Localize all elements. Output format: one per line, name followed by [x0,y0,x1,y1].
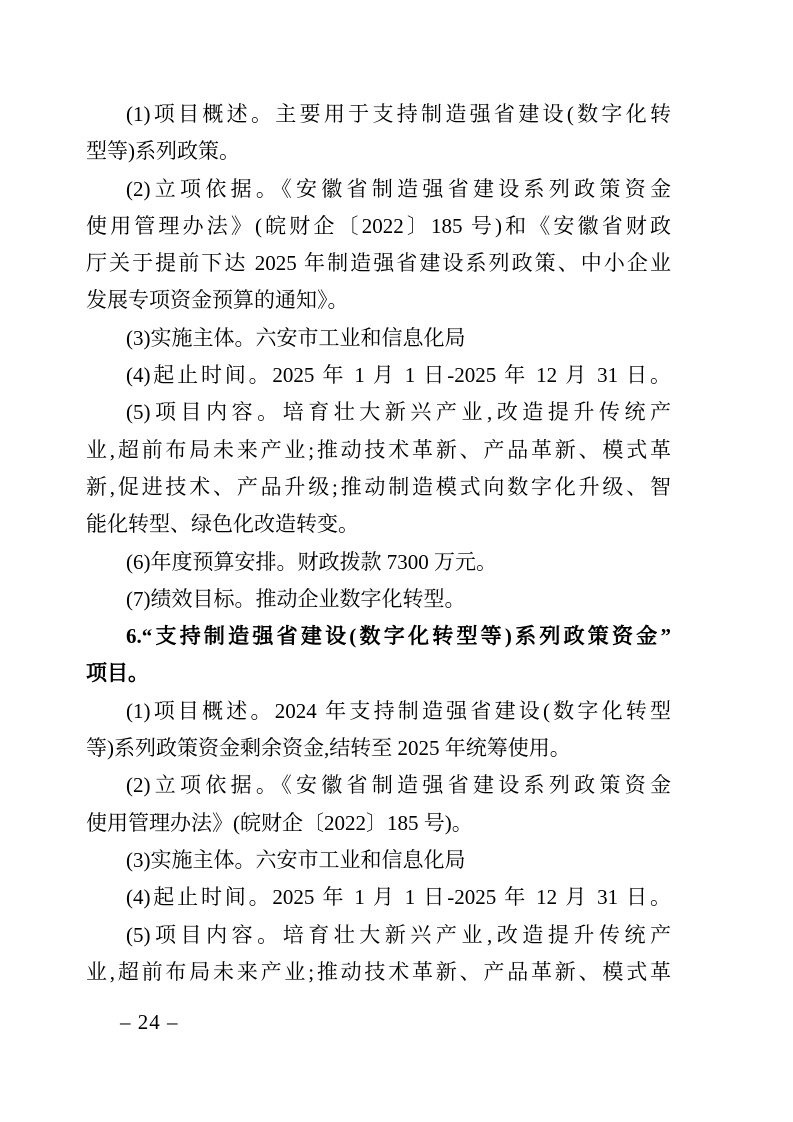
body-line: 业,超前布局未来产业;推动技术革新、产品革新、模式革 [86,437,671,462]
body-line: (7)绩效目标。推动企业数字化转型。 [126,586,466,611]
body-line: (5)项目内容。培育壮大新兴产业,改造提升传统产 [126,400,671,425]
body-line: (6)年度预算安排。财政拨款 7300 万元。 [126,549,497,574]
body-line: 新,促进技术、产品升级;推动制造模式向数字化升级、智 [86,474,671,499]
body-line: 发展专项资金预算的通知》。 [86,288,349,313]
page-number: – 24 – [120,1010,179,1034]
body-line: 能化转型、绿色化改造转变。 [86,512,359,537]
section-heading-line: 6.“支持制造强省建设(数字化转型等)系列政策资金” [126,624,671,649]
body-line: (4)起止时间。2025 年 1 月 1 日-2025 年 12 月 31 日。 [126,363,671,388]
body-line: 厅关于提前下达 2025 年制造强省建设系列政策、中小企业 [86,251,671,276]
section-heading-line: 项目。 [86,661,149,686]
body-line: 等)系列政策资金剩余资金,结转至 2025 年统筹使用。 [86,736,571,761]
body-line: (5)项目内容。培育壮大新兴产业,改造提升传统产 [126,922,671,947]
body-line: (4)起止时间。2025 年 1 月 1 日-2025 年 12 月 31 日。 [126,885,671,910]
body-line: 型等)系列政策。 [86,139,240,164]
document-body [86,96,671,991]
body-line: 使用管理办法》(皖财企〔2022〕185 号)。 [86,810,473,835]
body-line: (2)立项依据。《安徽省制造强省建设系列政策资金 [126,176,671,201]
body-line: (1)项目概述。2024 年支持制造强省建设(数字化转型 [126,698,671,723]
body-line: 业,超前布局未来产业;推动技术革新、产品革新、模式革 [86,959,671,984]
body-line: 使用管理办法》(皖财企〔2022〕185 号)和《安徽省财政 [86,213,671,238]
body-line: (3)实施主体。六安市工业和信息化局 [126,847,466,872]
body-line: (1)项目概述。主要用于支持制造强省建设(数字化转 [126,102,671,126]
body-line: (2)立项依据。《安徽省制造强省建设系列政策资金 [126,773,671,798]
body-line: (3)实施主体。六安市工业和信息化局 [126,325,466,350]
page-footer [120,1012,179,1033]
